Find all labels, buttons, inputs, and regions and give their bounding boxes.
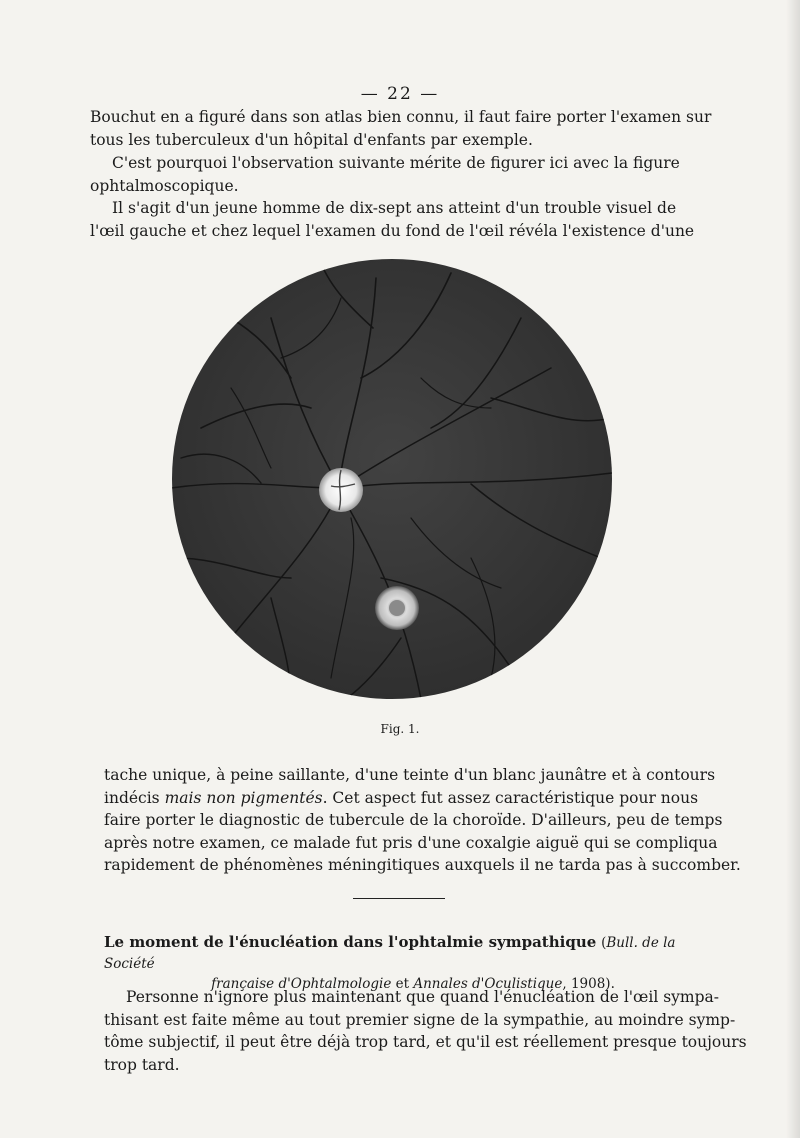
text-line: trop tard. [104,1055,180,1074]
fundus-illustration [171,258,613,700]
citation-paren: ( [601,935,607,951]
text-line: C'est pourquoi l'observation suivante mérite de figurer ici avec la figure [112,154,680,172]
journal-name: Annales d'Oculistique [413,976,563,992]
emphasis: mais non pigmentés [164,788,323,807]
section-divider [353,898,445,899]
text-line: tous les tuberculeux d'un hôpital d'enfants par exemple. [90,130,533,149]
citation-text: et [391,976,414,992]
paragraph-case [90,197,695,242]
text-line: rapidement de phénomènes méningitiques auxquels il ne tarda pas à succomber. [104,856,741,874]
figure-caption: Fig. 1. [380,722,420,736]
text-line: Il s'agit d'un jeune homme de dix-sept ans atteint d'un trouble visuel de [112,199,677,217]
page-number: — 22 — [360,84,440,104]
journal-name: française d'Ophtalmologie [211,976,392,992]
paragraph-intro [90,106,712,151]
text-segment: . Cet aspect fut assez caractéristique pour nous [322,788,699,807]
page-edge-shadow [786,0,800,1138]
text-line: Personne n'ignore plus maintenant que quand l'énucléation de l'œil sympa- [126,988,720,1006]
text-line [104,787,699,810]
citation-year: , 1908). [562,976,615,992]
optic-disc [319,468,363,512]
text-segment: indécis [104,788,165,807]
text-line: Bouchut en a figuré dans son atlas bien connu, il faut faire porter l'examen sur [90,108,712,126]
text-line: après notre examen, ce malade fut pris d'une coxalgie aiguë qui se compliqua [104,833,718,852]
text-line: l'œil gauche et chez lequel l'examen du fond de l'œil révéla l'existence d'une [90,221,695,240]
journal-name: Bull. de la Société [104,935,676,972]
text-line: thisant est faite même au tout premier signe de la sympathie, au moindre symp- [104,1010,736,1029]
section-title: Le moment de l'énucléation dans l'ophtalmie sympathique [104,933,597,951]
paragraph-enucleation [104,986,747,1076]
tubercle-center [389,600,405,616]
paragraph-description [104,764,741,877]
text-line: tôme subjectif, il peut être déjà trop tard, et qu'il est réellement presque toujours [104,1033,747,1051]
text-line: faire porter le diagnostic de tubercule de la choroïde. D'ailleurs, peu de temps [104,811,723,829]
paragraph-observation [90,152,682,197]
text-line: ophtalmoscopique. [90,176,239,195]
text-line: tache unique, à peine saillante, d'une teinte d'un blanc jaunâtre et à contours [104,766,716,784]
section-heading [104,932,692,994]
